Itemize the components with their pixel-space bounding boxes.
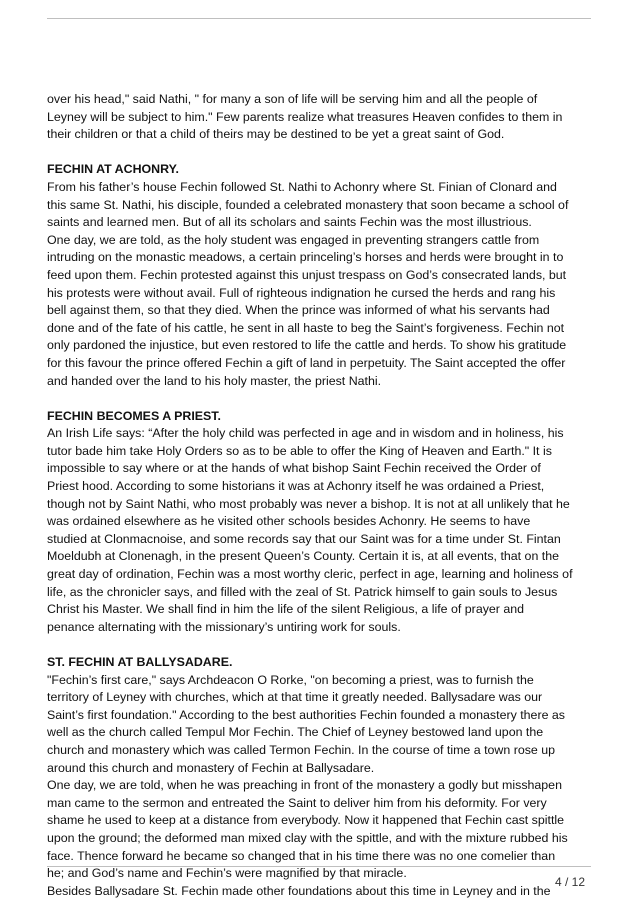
text-line: this same St. Nathi, his disciple, founded a celebrated monastery that soon became a school of xyxy=(47,197,569,212)
text-line: and handed over the land to his holy master, the priest Nathi. xyxy=(47,373,382,388)
text-line: Saint’s first foundation." According to the best authorities Fechin founded a monastery there as xyxy=(47,707,565,722)
section-fechin-at-achonry xyxy=(47,161,595,390)
text-line: Christ his Master. We shall find in him the life of the silent Religious, a life of prayer and xyxy=(47,602,525,617)
text-line: Moeldubh at Clonenagh, in the present Queen’s County. Certain it is, at all events, that on the xyxy=(47,549,560,564)
text-line: his protests were without avail. Full of righteous indignation he cursed the herds and rang his xyxy=(47,285,556,300)
section-st-fechin-at-ballysadare xyxy=(47,654,595,900)
text-line: shame he used to keep at a distance from everybody. Now it happened that Fechin cast spittle xyxy=(47,813,565,828)
text-line: "Fechin’s first care," says Archdeacon O Rorke, "on becoming a priest, was to furnish the xyxy=(47,672,534,687)
page-number: 4 / 12 xyxy=(554,875,585,889)
text-line: penance alternating with the missionary’s untiring work for souls. xyxy=(47,619,401,634)
text-line: impossible to say where or at the hands of what bishop Saint Fechin received the Order of xyxy=(47,461,541,476)
text-line: face. Thence forward he became so changed that in his time there was no one comelier than xyxy=(47,848,556,863)
text-line: around this church and monastery of Fechin at Ballysadare. xyxy=(47,760,375,775)
text-line: territory of Leyney with churches, which at that time it greatly needed. Ballysadare was our xyxy=(47,690,543,705)
section-heading: FECHIN BECOMES A PRIEST. xyxy=(47,408,221,423)
text-line: well as the church called Tempul Mor Fechin. The Chief of Leyney bestowed land upon the xyxy=(47,725,544,740)
text-line: man came to the sermon and entreated the Saint to deliver him from his deformity. For very xyxy=(47,795,547,810)
section-heading: FECHIN AT ACHONRY. xyxy=(47,162,179,177)
text-line: only pardoned the injustice, but even restored to life the cattle and herds. To show his gratitude xyxy=(47,338,567,353)
text-line: feed upon them. Fechin protested against this unjust trespass on God’s consecrated lands, but xyxy=(47,267,567,282)
text-line: An Irish Life says: “After the holy child was perfected in age and in wisdom and in holiness, his xyxy=(47,426,564,441)
text-line: their children or that a child of theirs may be destined to be yet a great saint of God. xyxy=(47,127,505,142)
text-line: for this favour the prince offered Fechin a gift of land in perpetuity. The Saint accepted the offer xyxy=(47,355,566,370)
text-line: tutor bade him take Holy Orders so as to be able to offer the King of Heaven and Earth." It is xyxy=(47,443,552,458)
text-line: church and monastery which was called Termon Fechin. In the course of time a town rose up xyxy=(47,742,556,757)
intro-paragraph xyxy=(47,91,595,144)
text-line: done and of the fate of his cattle, he sent in all haste to beg the Saint’s forgiveness. Fechin not xyxy=(47,320,565,335)
text-line: he; and God’s name and Fechin’s were magnified by that miracle. xyxy=(47,866,407,881)
text-line: life, as the chronicler says, and filled with the zeal of St. Patrick himself to gain souls to Jesus xyxy=(47,584,558,599)
text-line: From his father’s house Fechin followed St. Nathi to Achonry where St. Finian of Clonard and xyxy=(47,179,557,194)
text-line: Besides Ballysadare St. Fechin made other foundations about this time in Leyney and in the xyxy=(47,883,551,898)
text-line: Leyney will be subject to him." Few parents realize what treasures Heaven confides to them in xyxy=(47,109,563,124)
text-line: upon the ground; the deformed man mixed clay with the spittle, and with the mixture rubbed his xyxy=(47,830,568,845)
text-line: though not by Saint Nathi, who most probably was never a bishop. It is not at all unlikely that he xyxy=(47,496,570,511)
text-line: intruding on the monastic meadows, a certain princeling’s horses and herds were brought in to xyxy=(47,250,564,265)
text-line: great day of ordination, Fechin was a most worthy cleric, perfect in age, learning and holiness of xyxy=(47,567,573,582)
header-rule xyxy=(47,18,591,19)
text-line: bell against them, so that they died. When the prince was informed of what his servants had xyxy=(47,303,550,318)
text-line: over his head," said Nathi, " for many a son of life will be serving him and all the people of xyxy=(47,92,538,106)
section-fechin-becomes-a-priest xyxy=(47,408,595,637)
text-line: One day, we are told, when he was preaching in front of the monastery a godly but misshapen xyxy=(47,778,562,793)
text-line: studied at Clonmacnoise, and some records say that our Saint was for a time under St. Fintan xyxy=(47,531,561,546)
footer-rule xyxy=(47,866,591,867)
text-line: saints and learned men. But of all its scholars and saints Fechin was the most illustrious. xyxy=(47,215,532,230)
document-body xyxy=(47,91,595,900)
text-line: was ordained elsewhere as he visited other schools besides Achonry. He seems to have xyxy=(47,514,531,529)
text-line: One day, we are told, as the holy student was engaged in preventing strangers cattle from xyxy=(47,232,540,247)
text-line: Priest hood. According to some historians it was at Achonry itself he was ordained a Priest, xyxy=(47,479,545,494)
section-heading: ST. FECHIN AT BALLYSADARE. xyxy=(47,655,233,669)
